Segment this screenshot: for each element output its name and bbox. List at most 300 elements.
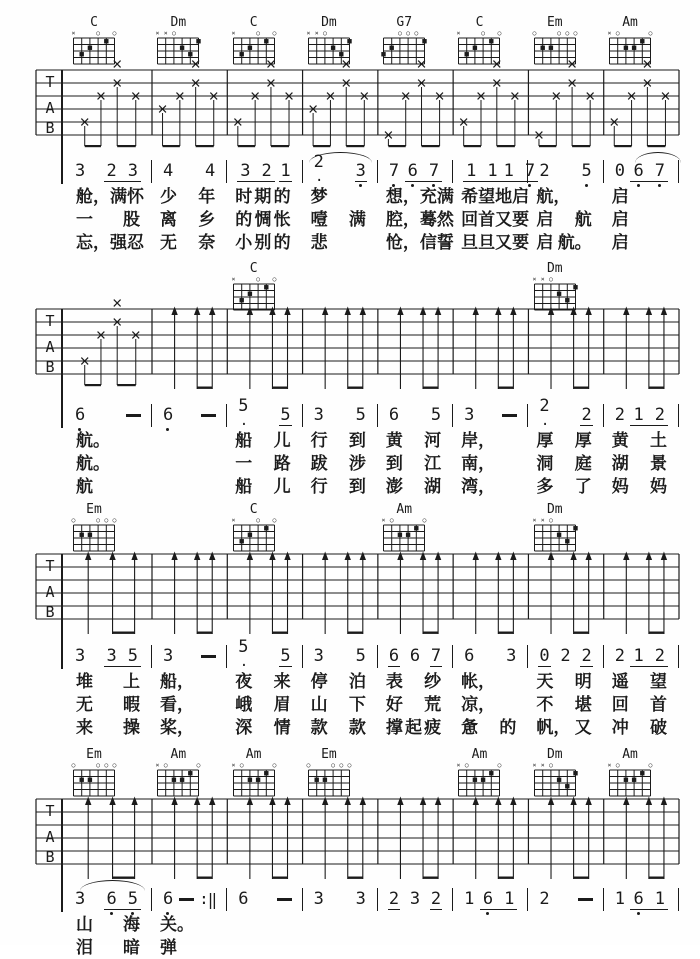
lyrics-row: [36, 453, 679, 475]
chord-label: C: [249, 261, 258, 276]
lyrics-measure: [378, 937, 453, 959]
svg-text:○: ○: [481, 29, 486, 37]
svg-text:○: ○: [648, 29, 653, 37]
lyrics-measure: [528, 453, 603, 475]
lyric-syllable: 怀: [127, 187, 144, 207]
chord-label: Em: [321, 747, 337, 762]
svg-text:○: ○: [556, 29, 561, 37]
chord-label: Am: [170, 747, 187, 762]
note-digit: 6: [388, 645, 400, 666]
lyric-syllable: 儿: [273, 477, 291, 497]
lyric-syllable: 来: [273, 672, 291, 692]
svg-text:○: ○: [272, 761, 277, 769]
lyrics-measure: [227, 914, 302, 936]
lyrics-measure: [604, 430, 679, 452]
note-digit: 3: [75, 646, 86, 666]
lyric-syllable: 满: [348, 210, 366, 230]
svg-text:×: ×: [607, 761, 612, 769]
lyric-syllable: 黄: [611, 431, 629, 451]
lyric-syllable: 弹: [160, 938, 177, 958]
note-digit: 3: [313, 889, 324, 909]
svg-text:○: ○: [548, 516, 553, 524]
dash-note: [179, 898, 194, 900]
lyric-syllable: 景: [649, 454, 667, 474]
lyrics-measure: [227, 694, 302, 716]
notation-measure: [227, 636, 302, 674]
lyrics-measure: [453, 694, 528, 716]
note-digit: 1: [503, 160, 514, 181]
lyrics-measure: [36, 232, 152, 254]
note-digit: 3: [75, 161, 86, 181]
note-digit: 5: [355, 646, 366, 666]
lyrics-measure: [378, 209, 453, 231]
notation-measure: [36, 160, 152, 183]
lyrics-measure: [303, 453, 378, 475]
lyrics-measure: [604, 694, 679, 716]
svg-text:×: ×: [540, 516, 545, 524]
lyric-syllable: 启: [536, 233, 554, 253]
svg-text:○: ○: [255, 29, 260, 37]
note-digit: 1: [487, 160, 498, 181]
lyrics-measure: [152, 453, 227, 475]
lyrics-measure: [378, 717, 453, 739]
lyric-syllable: 到: [385, 454, 403, 474]
lyrics-measure: [528, 430, 603, 452]
lyrics-measure: [604, 937, 679, 959]
lyric-syllable: 澎: [385, 477, 403, 497]
lyrics-measure: [378, 476, 453, 498]
lyric-syllable: 的: [499, 718, 517, 738]
lyrics-measure: [36, 671, 152, 693]
svg-text:×: ×: [532, 516, 537, 524]
note-digit: 1: [280, 160, 291, 181]
lyric-syllable: 山: [310, 695, 328, 715]
lyric-syllable: 泪: [76, 938, 93, 958]
svg-text:○: ○: [615, 761, 620, 769]
note-digit: 3: [313, 405, 324, 425]
lyric-syllable: 航: [76, 477, 93, 497]
note-digit: 1: [504, 888, 515, 909]
note-digit: 2: [614, 646, 625, 666]
lyric-syllable: 时: [235, 187, 253, 207]
lyric-syllable: 股: [123, 210, 140, 230]
svg-text:○: ○: [104, 761, 109, 769]
lyrics-measure: [453, 476, 528, 498]
svg-text:○: ○: [406, 29, 411, 37]
svg-text:○: ○: [347, 761, 352, 769]
chord-label: C: [90, 15, 98, 30]
note-digit: 6: [632, 162, 644, 181]
note-digit: 3: [355, 889, 366, 909]
svg-text:×: ×: [457, 761, 461, 769]
lyric-syllable: 无: [76, 695, 93, 715]
lyrics-row: [36, 717, 679, 739]
lyric-syllable: 满: [110, 187, 127, 207]
notation-measure: [36, 645, 152, 668]
lyric-syllable: 上: [123, 672, 140, 692]
svg-text:○: ○: [255, 516, 260, 524]
lyrics-measure: [378, 232, 453, 254]
lyrics-measure: [378, 914, 453, 936]
lyric-syllable: 下: [348, 695, 366, 715]
svg-text:○: ○: [331, 761, 335, 769]
chord-label: Dm: [321, 15, 337, 30]
note-digit: 1: [633, 645, 644, 666]
lyric-syllable: 堆: [76, 672, 93, 692]
lyric-syllable: 湖: [611, 454, 629, 474]
svg-text:×: ×: [155, 761, 160, 769]
tab-staff: [0, 791, 700, 887]
chord-label: Am: [396, 502, 413, 517]
lyric-syllable: 到: [348, 477, 366, 497]
lyrics-measure: [453, 232, 528, 254]
lyric-syllable: 款: [348, 718, 366, 738]
lyrics-row: [36, 476, 679, 498]
lyrics-measure: [152, 430, 227, 452]
lyric-syllable: 航，: [536, 187, 571, 207]
lyrics-measure: [303, 694, 378, 716]
lyrics-row: [36, 232, 679, 254]
note-digit: 5: [127, 645, 138, 666]
svg-text:×: ×: [231, 761, 236, 769]
notation-measure: [604, 160, 679, 183]
lyrics-measure: [528, 476, 603, 498]
note-digit: 2 ·: [313, 151, 324, 189]
lyric-syllable: 忘，: [76, 233, 110, 253]
lyric-syllable: 腔，: [385, 210, 420, 230]
lyric-syllable: 乡: [198, 210, 216, 230]
tab-letter: T: [45, 312, 55, 330]
lyrics-row: [36, 671, 679, 693]
lyric-syllable: 的: [273, 233, 291, 253]
dash-note: [201, 655, 216, 657]
lyrics-measure: [303, 476, 378, 498]
note-digit: 3: [240, 160, 251, 181]
lyric-syllable: 然: [436, 210, 454, 230]
svg-text:×: ×: [457, 29, 461, 37]
svg-text:×: ×: [231, 275, 236, 283]
svg-text:○: ○: [498, 29, 502, 37]
lyric-syllable: 怆，: [385, 233, 420, 253]
chord-label: Am: [622, 15, 638, 30]
notation-measure: [303, 888, 378, 911]
lyric-syllable: 湖: [424, 477, 442, 497]
lyrics-measure: [36, 694, 152, 716]
lyrics-measure: [604, 186, 679, 208]
tab-letter: B: [45, 848, 55, 866]
lyrics-measure: [227, 232, 302, 254]
lyric-syllable: 噎: [310, 210, 328, 230]
lyric-syllable: 黄: [385, 431, 403, 451]
note-digit: 5: [280, 404, 291, 425]
lyrics-measure: [453, 937, 528, 959]
svg-text:×: ×: [231, 516, 236, 524]
note-digit: 3: [409, 889, 421, 909]
lyrics-measure: [528, 186, 603, 208]
lyric-syllable: 旦: [478, 233, 496, 253]
lyric-syllable: 启: [512, 187, 530, 207]
note-digit: 2: [539, 889, 550, 909]
note-digit: 3: [75, 889, 86, 909]
lyrics-measure: [378, 186, 453, 208]
svg-text:○: ○: [615, 29, 620, 37]
svg-text:×: ×: [607, 29, 612, 37]
lyric-syllable: 好: [385, 695, 403, 715]
note-digit: 4: [163, 161, 174, 181]
note-digit: 2: [581, 645, 592, 666]
lyric-syllable: 纱: [424, 672, 442, 692]
lyric-syllable: 厚: [574, 431, 592, 451]
notation-row: [36, 636, 679, 674]
lyric-syllable: 路: [273, 454, 291, 474]
lyric-syllable: 年: [198, 187, 216, 207]
notation-measure: [378, 645, 453, 668]
lyric-syllable: 蓦: [419, 210, 437, 230]
lyric-syllable: 泊: [348, 672, 366, 692]
svg-text:○: ○: [255, 275, 260, 283]
chord-grid: [152, 29, 204, 65]
notation-measure: [378, 404, 453, 427]
lyric-syllable: 信: [419, 233, 437, 253]
svg-text:○: ○: [548, 275, 553, 283]
lyrics-measure: [303, 209, 378, 231]
lyric-syllable: 一: [76, 210, 93, 230]
notation-measure: [227, 888, 302, 911]
lyric-syllable: 小: [235, 233, 253, 253]
lyric-syllable: 帆，: [536, 718, 571, 738]
lyrics-measure: [36, 476, 152, 498]
lyric-syllable: 款: [310, 718, 328, 738]
lyrics-row: [36, 914, 679, 936]
note-digit: 1: [614, 889, 625, 909]
lyric-syllable: 启: [611, 210, 629, 230]
dotted-note-dot: ·: [540, 416, 550, 433]
note-digit: 2: [614, 405, 625, 425]
lyric-syllable: 起: [404, 718, 422, 738]
lyrics-measure: [303, 914, 378, 936]
lyrics-measure: [152, 937, 227, 959]
beam-group: [237, 162, 275, 182]
lyrics-measure: [604, 476, 679, 498]
note-digit: 0: [539, 645, 550, 666]
lyrics-measure: [227, 476, 302, 498]
lyric-syllable: 暇: [123, 695, 140, 715]
lyric-syllable: 的: [235, 210, 253, 230]
svg-text:○: ○: [272, 275, 277, 283]
note-digit: 6: [632, 890, 644, 909]
lyrics-measure: [36, 453, 152, 475]
lyrics-measure: [604, 717, 679, 739]
lyric-syllable: 凉，: [461, 695, 496, 715]
lyrics-measure: [152, 671, 227, 693]
lyrics-measure: [303, 937, 378, 959]
lyrics-measure: [227, 937, 302, 959]
lyric-syllable: 又: [574, 718, 592, 738]
svg-text:○: ○: [398, 29, 403, 37]
note-digit: 5 ·: [238, 636, 249, 674]
lyrics-measure: [604, 453, 679, 475]
svg-text:×: ×: [381, 516, 386, 524]
note-digit: 6: [409, 646, 421, 666]
lyric-syllable: 妈: [611, 477, 629, 497]
lyrics-measure: [528, 209, 603, 231]
lyric-syllable: 厚: [536, 431, 554, 451]
lyric-syllable: 遥: [611, 672, 629, 692]
lyrics-measure: [303, 717, 378, 739]
beam-group: [463, 162, 501, 182]
system-left-line: [61, 70, 63, 184]
note-digit: 2: [430, 888, 442, 909]
note-digit: 1: [633, 404, 644, 425]
chord-label: Am: [245, 747, 262, 762]
lyrics-measure: [453, 430, 528, 452]
notation-measure: [152, 404, 227, 427]
lyric-syllable: 强: [110, 233, 127, 253]
lyrics-measure: [227, 430, 302, 452]
lyrics-measure: [453, 671, 528, 693]
note-digit: 4: [205, 161, 216, 181]
note-digit: 2: [388, 888, 400, 909]
lyric-syllable: 航: [574, 210, 592, 230]
dash-note: [201, 414, 216, 416]
notation-row: [36, 395, 679, 433]
tab-letter: A: [45, 583, 55, 601]
note-digit: 2: [581, 404, 592, 425]
beam-group: [630, 406, 668, 426]
lyric-syllable: 梦: [310, 187, 328, 207]
svg-text:○: ○: [306, 761, 311, 769]
lyric-syllable: 土: [649, 431, 667, 451]
svg-text:×: ×: [155, 29, 160, 37]
lyric-syllable: 夜: [235, 672, 253, 692]
lyric-syllable: 涉: [348, 454, 366, 474]
svg-text:○: ○: [389, 516, 394, 524]
beam-group: [480, 890, 518, 910]
svg-text:○: ○: [532, 29, 537, 37]
beam-group: [104, 890, 142, 910]
repeat-sign: ∶‖: [199, 890, 217, 909]
chord-label: C: [475, 15, 484, 30]
svg-text:×: ×: [540, 275, 545, 283]
lyric-syllable: 地: [495, 187, 513, 207]
lyrics-measure: [303, 186, 378, 208]
tab-staff: [0, 301, 700, 397]
lyrics-measure: [303, 232, 378, 254]
lyric-syllable: 望: [649, 672, 667, 692]
svg-text:×: ×: [306, 29, 311, 37]
note-digit: 2: [560, 646, 571, 666]
lyrics-measure: [227, 209, 302, 231]
dotted-note-dot: ·: [239, 416, 249, 433]
system-left-line: [61, 799, 63, 912]
notation-measure: [227, 395, 302, 433]
note-digit: 5: [355, 405, 366, 425]
lyric-syllable: 回: [611, 695, 629, 715]
svg-text:○: ○: [498, 761, 502, 769]
note-digit: 3: [464, 405, 475, 425]
note-digit: 7: [524, 162, 536, 181]
system-left-line: [61, 309, 63, 428]
svg-text:○: ○: [648, 761, 653, 769]
lyric-syllable: 庭: [574, 454, 592, 474]
lyrics-row: [36, 430, 679, 452]
lyrics-measure: [36, 914, 152, 936]
lyric-syllable: 期: [254, 187, 272, 207]
lyric-syllable: 多: [536, 477, 554, 497]
chord-grid: [68, 29, 120, 65]
svg-text:○: ○: [112, 29, 117, 37]
svg-text:○: ○: [71, 516, 76, 524]
note-digit: 3: [355, 162, 367, 182]
dotted-note-dot: ·: [239, 657, 249, 674]
notation-row: [36, 151, 679, 189]
chord-label: C: [249, 502, 258, 517]
lyric-syllable: 荒: [424, 695, 442, 715]
lyrics-measure: [604, 914, 679, 936]
lyric-syllable: 撑: [385, 718, 403, 738]
notation-measure: [303, 645, 378, 668]
note-digit: 6: [464, 646, 475, 666]
lyric-syllable: 表: [385, 672, 403, 692]
notation-measure: [378, 888, 453, 911]
dash-note: [578, 898, 593, 900]
svg-text:○: ○: [172, 29, 177, 37]
lyric-syllable: 舱，: [76, 187, 110, 207]
lyric-syllable: 船，: [160, 672, 194, 692]
lyric-syllable: 希: [461, 187, 479, 207]
svg-text:○: ○: [465, 761, 470, 769]
tab-letter: A: [45, 338, 55, 356]
lyric-syllable: 行: [310, 431, 328, 451]
note-digit: 1: [466, 160, 477, 181]
lyrics-measure: [36, 430, 152, 452]
lyrics-row: [36, 186, 679, 208]
lyric-syllable: 暗: [123, 938, 140, 958]
lyric-syllable: 破: [649, 718, 667, 738]
lyrics-measure: [528, 717, 603, 739]
note-digit: 6: [238, 889, 249, 909]
tab-letter: A: [45, 99, 55, 117]
chord-grid: [529, 29, 581, 65]
beam-group: [104, 647, 142, 667]
lyric-syllable: 关。: [160, 915, 194, 935]
note-digit: 5: [430, 405, 442, 425]
lyrics-measure: [152, 914, 227, 936]
note-digit: 3: [506, 646, 517, 666]
chord-label: Dm: [546, 261, 563, 276]
note-digit: 2: [261, 160, 272, 181]
note-digit: 5 ·: [238, 395, 249, 433]
tab-letter: T: [45, 802, 55, 820]
notation-measure: [604, 404, 679, 427]
chord-label: Dm: [170, 15, 187, 30]
lyrics-measure: [36, 209, 152, 231]
lyric-syllable: 南，: [461, 454, 496, 474]
lyric-syllable: 惆: [254, 210, 272, 230]
lyric-syllable: 看，: [160, 695, 194, 715]
svg-text:×: ×: [71, 29, 76, 37]
lyrics-measure: [303, 430, 378, 452]
lyric-syllable: 不: [536, 695, 554, 715]
notation-measure: [604, 645, 679, 668]
chord-grid: [303, 29, 355, 65]
svg-text:○: ○: [414, 29, 419, 37]
lyric-syllable: 充: [419, 187, 437, 207]
lyric-syllable: 情: [273, 718, 291, 738]
lyric-syllable: 帐，: [461, 672, 496, 692]
notation-measure: [152, 160, 227, 183]
lyric-syllable: 满: [436, 187, 454, 207]
